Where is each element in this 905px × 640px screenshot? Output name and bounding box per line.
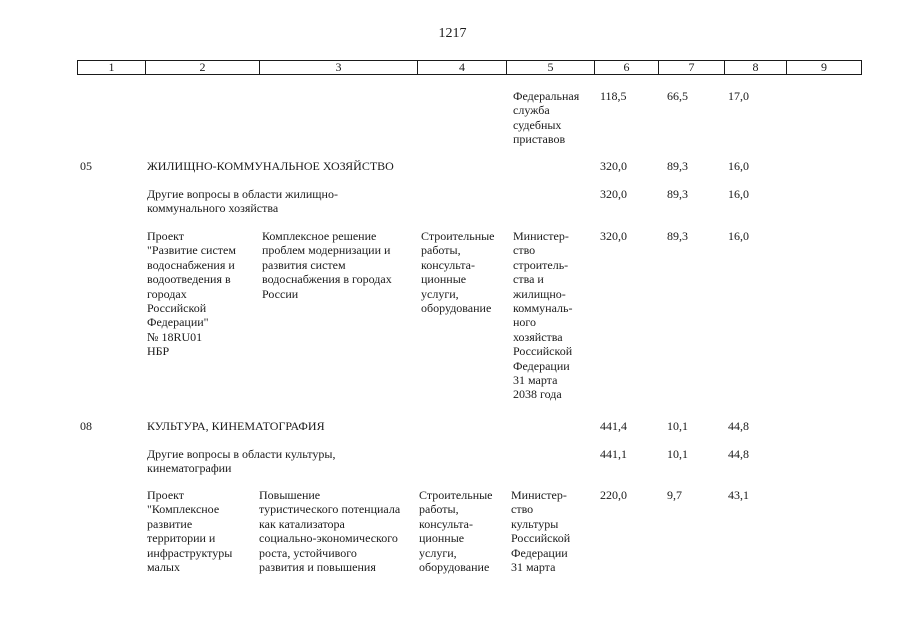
- project-name-cell: Проект "Развитие систем водоснабжения и водоотведения в городах Российской Федерации" № 18RU01 НБР: [147, 229, 236, 359]
- subsection-title: Другие вопросы в области жилищно- коммунального хозяйства: [147, 187, 338, 216]
- amount-cell: 44,8: [728, 447, 749, 461]
- amount-cell: 441,1: [600, 447, 627, 461]
- section-code: 05: [80, 159, 92, 173]
- procurement-type-cell: Строительные работы, консульта- ционные услуги, оборудование: [419, 488, 493, 575]
- amount-cell: 220,0: [600, 488, 627, 502]
- amount-cell: 441,4: [600, 419, 627, 433]
- column-number: 9: [787, 61, 862, 75]
- procurement-type-cell: Строительные работы, консульта- ционные услуги, оборудование: [421, 229, 495, 316]
- amount-cell: 89,3: [667, 159, 688, 173]
- column-number-header: [77, 60, 862, 75]
- amount-cell: 89,3: [667, 229, 688, 243]
- amount-cell: 10,1: [667, 447, 688, 461]
- page-number: 1217: [438, 26, 467, 41]
- column-number: 4: [418, 61, 507, 75]
- agency-cell: Федеральная служба судебных приставов: [513, 89, 580, 147]
- amount-cell: 118,5: [600, 89, 627, 103]
- column-number: 5: [507, 61, 595, 75]
- column-number: 6: [595, 61, 659, 75]
- column-number: 7: [659, 61, 725, 75]
- amount-cell: 320,0: [600, 187, 627, 201]
- project-goal-cell: Комплексное решение проблем модернизации и развития систем водоснабжения в городах России: [262, 229, 392, 301]
- amount-cell: 17,0: [728, 89, 749, 103]
- project-goal-cell: Повышение туристического потенциала как катализатора социально-экономического роста, устойчивого развития и повышения: [259, 488, 401, 575]
- column-number: 3: [260, 61, 418, 75]
- section-title: ЖИЛИЩНО-КОММУНАЛЬНОЕ ХОЗЯЙСТВО: [147, 159, 394, 173]
- amount-cell: 44,8: [728, 419, 749, 433]
- amount-cell: 16,0: [728, 229, 749, 243]
- amount-cell: 9,7: [667, 488, 682, 502]
- column-number: 8: [725, 61, 787, 75]
- amount-cell: 10,1: [667, 419, 688, 433]
- section-code: 08: [80, 419, 92, 433]
- amount-cell: 16,0: [728, 187, 749, 201]
- column-number: 2: [146, 61, 260, 75]
- section-title: КУЛЬТУРА, КИНЕМАТОГРАФИЯ: [147, 419, 325, 433]
- project-name-cell: Проект "Комплексное развитие территории и инфраструктуры малых: [147, 488, 233, 575]
- column-number: 1: [78, 61, 146, 75]
- amount-cell: 89,3: [667, 187, 688, 201]
- amount-cell: 66,5: [667, 89, 688, 103]
- amount-cell: 43,1: [728, 488, 749, 502]
- amount-cell: 320,0: [600, 159, 627, 173]
- subsection-title: Другие вопросы в области культуры, кинематографии: [147, 447, 336, 476]
- agency-cell: Министер- ство строитель- ства и жилищно- коммуналь- ного хозяйства Российской Федерации 31 марта 2038 года: [513, 229, 573, 402]
- agency-cell: Министер- ство культуры Российской Федерации 31 марта: [511, 488, 571, 575]
- amount-cell: 320,0: [600, 229, 627, 243]
- amount-cell: 16,0: [728, 159, 749, 173]
